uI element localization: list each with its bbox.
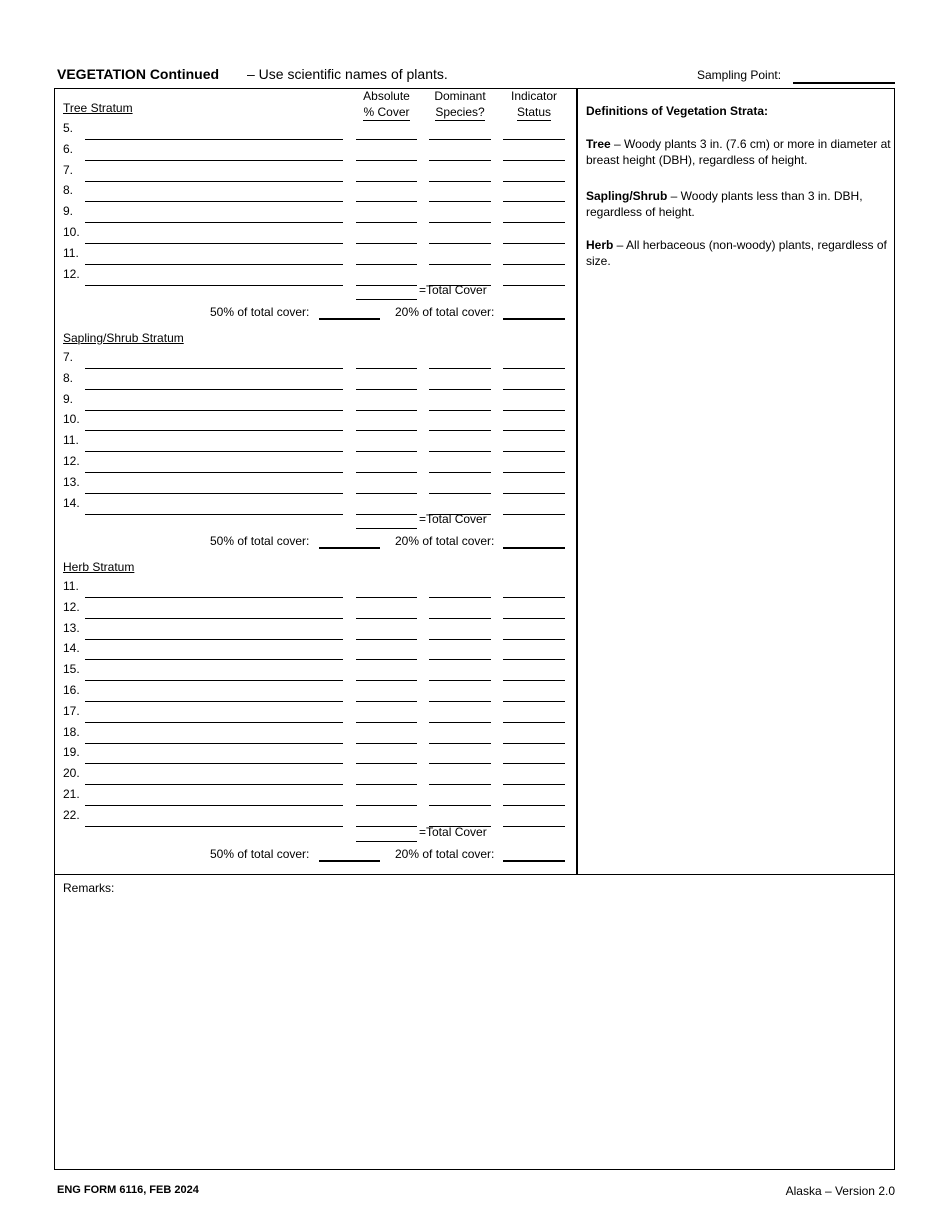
definition-herb xyxy=(586,237,892,269)
table-row xyxy=(63,162,573,182)
definition-sapling-shrub xyxy=(586,188,892,220)
absolute-cover-field[interactable] xyxy=(356,349,417,369)
indicator-status-field[interactable] xyxy=(503,599,565,619)
definition-text: – Woody plants 3 in. (7.6 cm) or more in diameter at breast height (DBH), regardless of height. xyxy=(586,137,891,167)
absolute-cover-header-bottom: % Cover xyxy=(363,105,410,119)
species-name-field[interactable] xyxy=(85,203,343,223)
page-subtitle: – Use scientific names of plants. xyxy=(247,66,448,82)
tree-stratum-label: Tree Stratum xyxy=(63,101,133,115)
dominant-species-field[interactable] xyxy=(429,411,491,431)
species-name-field[interactable] xyxy=(85,411,343,431)
absolute-cover-field[interactable] xyxy=(356,786,417,806)
absolute-cover-field[interactable] xyxy=(356,391,417,411)
definition-term: Herb xyxy=(586,238,614,252)
species-name-field[interactable] xyxy=(85,474,343,494)
sapling-shrub-stratum-label: Sapling/Shrub Stratum xyxy=(63,331,184,345)
row-number: 11. xyxy=(63,245,79,260)
dominant-species-field[interactable] xyxy=(429,474,491,494)
table-row xyxy=(63,765,573,785)
dominant-species-field[interactable] xyxy=(429,224,491,244)
absolute-cover-field[interactable] xyxy=(356,162,417,182)
total-cover-row xyxy=(356,510,576,530)
definition-term: Sapling/Shrub xyxy=(586,189,668,203)
absolute-cover-field[interactable] xyxy=(356,724,417,744)
column-divider xyxy=(576,88,578,875)
species-name-field[interactable] xyxy=(85,349,343,369)
species-name-field[interactable] xyxy=(85,599,343,619)
row-number: 13. xyxy=(63,474,80,489)
indicator-status-field[interactable] xyxy=(503,682,565,702)
twenty-percent-label: 20% of total cover: xyxy=(395,534,495,548)
indicator-status-field[interactable] xyxy=(503,786,565,806)
table-row xyxy=(63,245,573,265)
species-name-field[interactable] xyxy=(85,120,343,140)
definition-term: Tree xyxy=(586,137,611,151)
dominant-species-field[interactable] xyxy=(429,162,491,182)
row-number: 18. xyxy=(63,724,80,739)
species-name-field[interactable] xyxy=(85,703,343,723)
species-name-field[interactable] xyxy=(85,724,343,744)
row-number: 12. xyxy=(63,599,80,614)
dominant-species-header xyxy=(429,88,491,121)
form-number: ENG FORM 6116, FEB 2024 xyxy=(57,1184,199,1196)
sampling-point-label: Sampling Point: xyxy=(697,68,782,82)
table-row xyxy=(63,578,573,598)
row-number: 11. xyxy=(63,433,79,448)
indicator-status-field[interactable] xyxy=(503,141,565,161)
table-row xyxy=(63,453,573,473)
row-number: 14. xyxy=(63,641,80,656)
absolute-cover-field[interactable] xyxy=(356,224,417,244)
dominant-species-field[interactable] xyxy=(429,453,491,473)
fifty-percent-label: 50% of total cover: xyxy=(210,534,310,548)
table-row xyxy=(63,682,573,702)
table-row xyxy=(63,120,573,140)
dominant-species-field[interactable] xyxy=(429,370,491,390)
species-name-field[interactable] xyxy=(85,744,343,764)
dominant-species-field[interactable] xyxy=(429,432,491,452)
species-name-field[interactable] xyxy=(85,578,343,598)
fifty-percent-field[interactable] xyxy=(319,302,380,320)
definitions-title: Definitions of Vegetation Strata: xyxy=(586,104,769,118)
row-number: 17. xyxy=(63,703,80,718)
absolute-cover-field[interactable] xyxy=(356,661,417,681)
table-row xyxy=(63,203,573,223)
table-row xyxy=(63,391,573,411)
total-cover-label: =Total Cover xyxy=(419,512,487,526)
table-row xyxy=(63,141,573,161)
row-number: 13. xyxy=(63,620,80,635)
species-name-field[interactable] xyxy=(85,141,343,161)
dominant-species-field[interactable] xyxy=(429,765,491,785)
row-number: 5. xyxy=(63,121,74,135)
indicator-status-field[interactable] xyxy=(503,661,565,681)
row-number: 22. xyxy=(63,807,80,822)
table-row xyxy=(63,599,573,619)
row-number: 16. xyxy=(63,683,80,697)
species-name-field[interactable] xyxy=(85,391,343,411)
species-name-field[interactable] xyxy=(85,453,343,473)
percent-cover-row xyxy=(60,302,580,322)
species-name-field[interactable] xyxy=(85,620,343,640)
species-name-field[interactable] xyxy=(85,224,343,244)
indicator-status-field[interactable] xyxy=(503,432,565,452)
dominant-species-field[interactable] xyxy=(429,640,491,660)
twenty-percent-label: 20% of total cover: xyxy=(395,305,495,319)
row-number: 7. xyxy=(63,350,74,364)
dominant-species-field[interactable] xyxy=(429,349,491,369)
indicator-status-field[interactable] xyxy=(503,245,565,265)
species-name-field[interactable] xyxy=(85,807,343,827)
indicator-status-header-bottom: Status xyxy=(516,105,552,119)
indicator-status-field[interactable] xyxy=(503,453,565,473)
species-name-field[interactable] xyxy=(85,495,343,515)
row-number: 14. xyxy=(63,495,80,510)
species-name-field[interactable] xyxy=(85,661,343,681)
sampling-point-field[interactable] xyxy=(793,82,895,84)
form-version: Alaska – Version 2.0 xyxy=(785,1184,895,1198)
percent-cover-row xyxy=(60,844,580,864)
table-row xyxy=(63,182,573,202)
species-name-field[interactable] xyxy=(85,682,343,702)
dominant-species-header-bottom: Species? xyxy=(435,105,485,119)
indicator-status-field[interactable] xyxy=(503,391,565,411)
herb-stratum-label: Herb Stratum xyxy=(63,560,135,574)
indicator-status-field[interactable] xyxy=(503,203,565,223)
definition-text: – All herbaceous (non-woody) plants, regardless of size. xyxy=(586,238,887,268)
remarks-divider xyxy=(54,874,895,875)
table-row xyxy=(63,224,573,244)
absolute-cover-field[interactable] xyxy=(356,245,417,265)
total-cover-row xyxy=(356,823,576,843)
absolute-cover-field[interactable] xyxy=(356,182,417,202)
absolute-cover-field[interactable] xyxy=(356,620,417,640)
row-number: 9. xyxy=(63,204,74,219)
absolute-cover-field[interactable] xyxy=(356,411,417,431)
indicator-status-field[interactable] xyxy=(503,224,565,244)
fifty-percent-field[interactable] xyxy=(319,844,380,862)
dominant-species-field[interactable] xyxy=(429,599,491,619)
twenty-percent-field[interactable] xyxy=(503,302,565,320)
indicator-status-field[interactable] xyxy=(503,120,565,140)
row-number: 12. xyxy=(63,454,80,468)
row-number: 20. xyxy=(63,766,80,781)
percent-cover-row xyxy=(60,531,580,551)
dominant-species-field[interactable] xyxy=(429,744,491,764)
indicator-status-field[interactable] xyxy=(503,620,565,640)
species-name-field[interactable] xyxy=(85,266,343,286)
dominant-species-field[interactable] xyxy=(429,661,491,681)
row-number: 7. xyxy=(63,162,74,177)
table-row xyxy=(63,744,573,764)
table-row xyxy=(63,432,573,452)
dominant-species-field[interactable] xyxy=(429,245,491,265)
total-cover-field[interactable] xyxy=(356,281,417,300)
indicator-status-field[interactable] xyxy=(503,182,565,202)
dominant-species-field[interactable] xyxy=(429,578,491,598)
total-cover-label: =Total Cover xyxy=(419,825,487,839)
dominant-species-field[interactable] xyxy=(429,786,491,806)
table-row xyxy=(63,474,573,494)
indicator-status-field[interactable] xyxy=(503,578,565,598)
absolute-cover-field[interactable] xyxy=(356,453,417,473)
definitions-panel xyxy=(586,103,892,289)
absolute-cover-header xyxy=(356,88,417,121)
absolute-cover-field[interactable] xyxy=(356,765,417,785)
species-name-field[interactable] xyxy=(85,182,343,202)
indicator-status-field[interactable] xyxy=(503,162,565,182)
indicator-status-field[interactable] xyxy=(503,640,565,660)
row-number: 19. xyxy=(63,745,80,760)
species-name-field[interactable] xyxy=(85,370,343,390)
table-row xyxy=(63,620,573,640)
indicator-status-field[interactable] xyxy=(503,724,565,744)
dominant-species-field[interactable] xyxy=(429,391,491,411)
species-name-field[interactable] xyxy=(85,162,343,182)
absolute-cover-field[interactable] xyxy=(356,682,417,702)
table-row xyxy=(63,724,573,744)
indicator-status-header xyxy=(503,88,565,121)
remarks-label: Remarks: xyxy=(63,881,115,895)
fifty-percent-label: 50% of total cover: xyxy=(210,305,310,319)
absolute-cover-field[interactable] xyxy=(356,703,417,723)
table-row xyxy=(63,661,573,681)
page-title: VEGETATION Continued xyxy=(57,66,220,82)
indicator-status-field[interactable] xyxy=(503,349,565,369)
dominant-species-header-top: Dominant xyxy=(434,89,486,103)
dominant-species-field[interactable] xyxy=(429,703,491,723)
species-name-field[interactable] xyxy=(85,640,343,660)
twenty-percent-label: 20% of total cover: xyxy=(395,847,495,861)
indicator-status-field[interactable] xyxy=(503,474,565,494)
twenty-percent-field[interactable] xyxy=(503,844,565,862)
dominant-species-field[interactable] xyxy=(429,203,491,223)
total-cover-field[interactable] xyxy=(356,510,417,529)
indicator-status-field[interactable] xyxy=(503,703,565,723)
absolute-cover-field[interactable] xyxy=(356,640,417,660)
row-number: 9. xyxy=(63,391,74,406)
row-number: 10. xyxy=(63,225,80,239)
row-number: 21. xyxy=(63,787,80,801)
species-name-field[interactable] xyxy=(85,765,343,785)
indicator-status-header-top: Indicator xyxy=(510,89,558,103)
dominant-species-field[interactable] xyxy=(429,682,491,702)
definition-tree xyxy=(586,136,892,168)
dominant-species-field[interactable] xyxy=(429,141,491,161)
row-number: 8. xyxy=(63,183,74,198)
fifty-percent-field[interactable] xyxy=(319,531,380,549)
form-header xyxy=(57,64,895,86)
absolute-cover-field[interactable] xyxy=(356,141,417,161)
indicator-status-field[interactable] xyxy=(503,765,565,785)
twenty-percent-field[interactable] xyxy=(503,531,565,549)
table-row xyxy=(63,640,573,660)
absolute-cover-header-top: Absolute xyxy=(363,89,410,103)
total-cover-field[interactable] xyxy=(356,823,417,842)
table-row xyxy=(63,703,573,723)
indicator-status-field[interactable] xyxy=(503,370,565,390)
table-row xyxy=(63,370,573,390)
absolute-cover-field[interactable] xyxy=(356,120,417,140)
absolute-cover-field[interactable] xyxy=(356,599,417,619)
table-row xyxy=(63,411,573,431)
absolute-cover-field[interactable] xyxy=(356,370,417,390)
row-number: 15. xyxy=(63,662,80,677)
absolute-cover-field[interactable] xyxy=(356,744,417,764)
total-cover-label: =Total Cover xyxy=(419,283,487,297)
row-number: 11. xyxy=(63,579,79,593)
absolute-cover-field[interactable] xyxy=(356,432,417,452)
table-row xyxy=(63,349,573,369)
indicator-status-field[interactable] xyxy=(503,744,565,764)
absolute-cover-field[interactable] xyxy=(356,474,417,494)
row-number: 12. xyxy=(63,266,80,281)
species-name-field[interactable] xyxy=(85,245,343,265)
absolute-cover-field[interactable] xyxy=(356,203,417,223)
definition-text: – Woody plants less than 3 in. DBH, regardless of height. xyxy=(586,189,863,219)
dominant-species-field[interactable] xyxy=(429,620,491,640)
total-cover-row xyxy=(356,281,576,301)
row-number: 6. xyxy=(63,141,74,156)
row-number: 8. xyxy=(63,370,74,385)
dominant-species-field[interactable] xyxy=(429,182,491,202)
table-row xyxy=(63,786,573,806)
row-number: 10. xyxy=(63,412,80,427)
species-name-field[interactable] xyxy=(85,786,343,806)
indicator-status-field[interactable] xyxy=(503,411,565,431)
absolute-cover-field[interactable] xyxy=(356,578,417,598)
dominant-species-field[interactable] xyxy=(429,120,491,140)
fifty-percent-label: 50% of total cover: xyxy=(210,847,310,861)
species-name-field[interactable] xyxy=(85,432,343,452)
dominant-species-field[interactable] xyxy=(429,724,491,744)
